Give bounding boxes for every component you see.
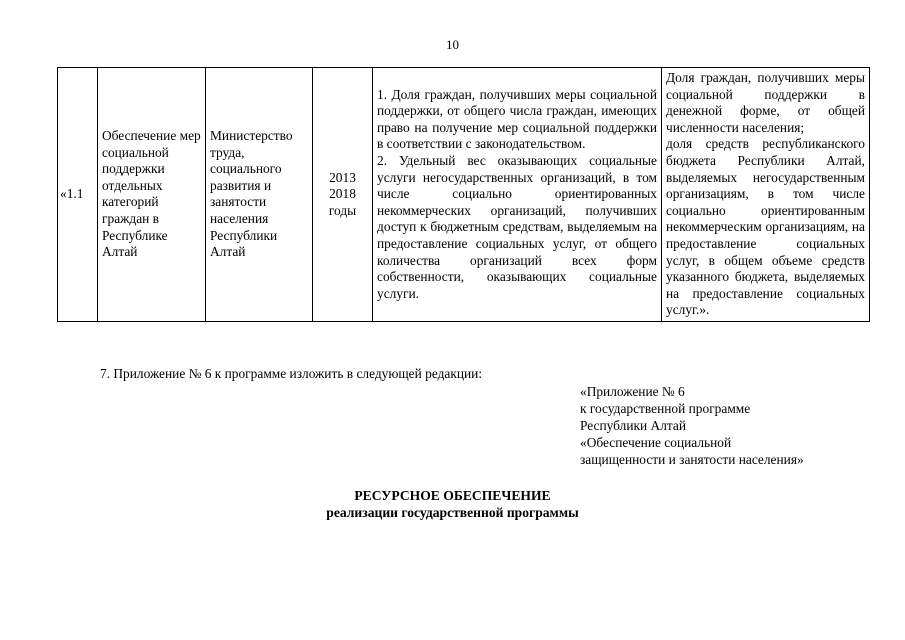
table-row xyxy=(58,68,870,322)
indicator-1: 1. Доля граждан, получивших меры социальной поддержки, от общего числа граждан, имеющих право на получение мер социальной поддержки в соответствии с законодательством. xyxy=(377,86,657,152)
result-1: Доля граждан, получивших меры социальной поддержки в денежной форме, от общей численности населения; xyxy=(666,70,865,135)
executor-cell xyxy=(206,68,313,322)
period-start: 2013 xyxy=(329,169,356,185)
section-heading xyxy=(0,487,905,521)
appendix-reference xyxy=(580,383,804,468)
item-7-instruction: 7. Приложение № 6 к программе изложить в следующей редакции: xyxy=(100,366,483,381)
results-cell xyxy=(662,68,870,322)
result-2: доля средств республиканского бюджета Республики Алтай, выделяемых негосударственным организациям, в том числе социально ориентированным некоммерческим организациям, на предоставление социальных услуг, в общем объеме средств указанного бюджета, выделяемых на предоставление социальных услуг.». xyxy=(666,136,865,318)
row-number: «1.1 xyxy=(60,186,84,202)
indicator-2: 2. Удельный вес оказывающих социальные услуги негосударственных организаций, в том числе социально ориентированных некоммерческих организаций, получивших доступ к бюджетным средствам, выделяемым на предоставление социальных услуг, от общего количества организаций всех форм собственности, оказывающих социальные услуги. xyxy=(377,152,657,301)
appendix-line: Республики Алтай xyxy=(580,418,687,433)
period-cell xyxy=(313,68,373,322)
appendix-line: «Приложение № 6 xyxy=(580,384,685,399)
measure-name-cell xyxy=(98,68,206,322)
period-unit: годы xyxy=(328,202,357,218)
measure-name: Обеспечение мер социальной поддержки отдельных категорий граждан в Республике Алтай xyxy=(102,128,201,260)
appendix-line: «Обеспечение социальной xyxy=(580,435,732,450)
appendix-line: защищенности и занятости населения» xyxy=(580,452,804,467)
indicators-cell xyxy=(373,68,662,322)
row-number-cell xyxy=(58,68,98,322)
appendix-line: к государственной программе xyxy=(580,401,751,416)
page-number: 10 xyxy=(446,37,459,52)
program-table xyxy=(57,67,870,322)
executor-name: Министерство труда, социального развития и занятости населения Республики Алтай xyxy=(210,128,293,260)
period-end: 2018 xyxy=(329,186,356,202)
heading-title: РЕСУРСНОЕ ОБЕСПЕЧЕНИЕ xyxy=(354,488,551,503)
heading-subtitle: реализации государственной программы xyxy=(326,505,579,520)
